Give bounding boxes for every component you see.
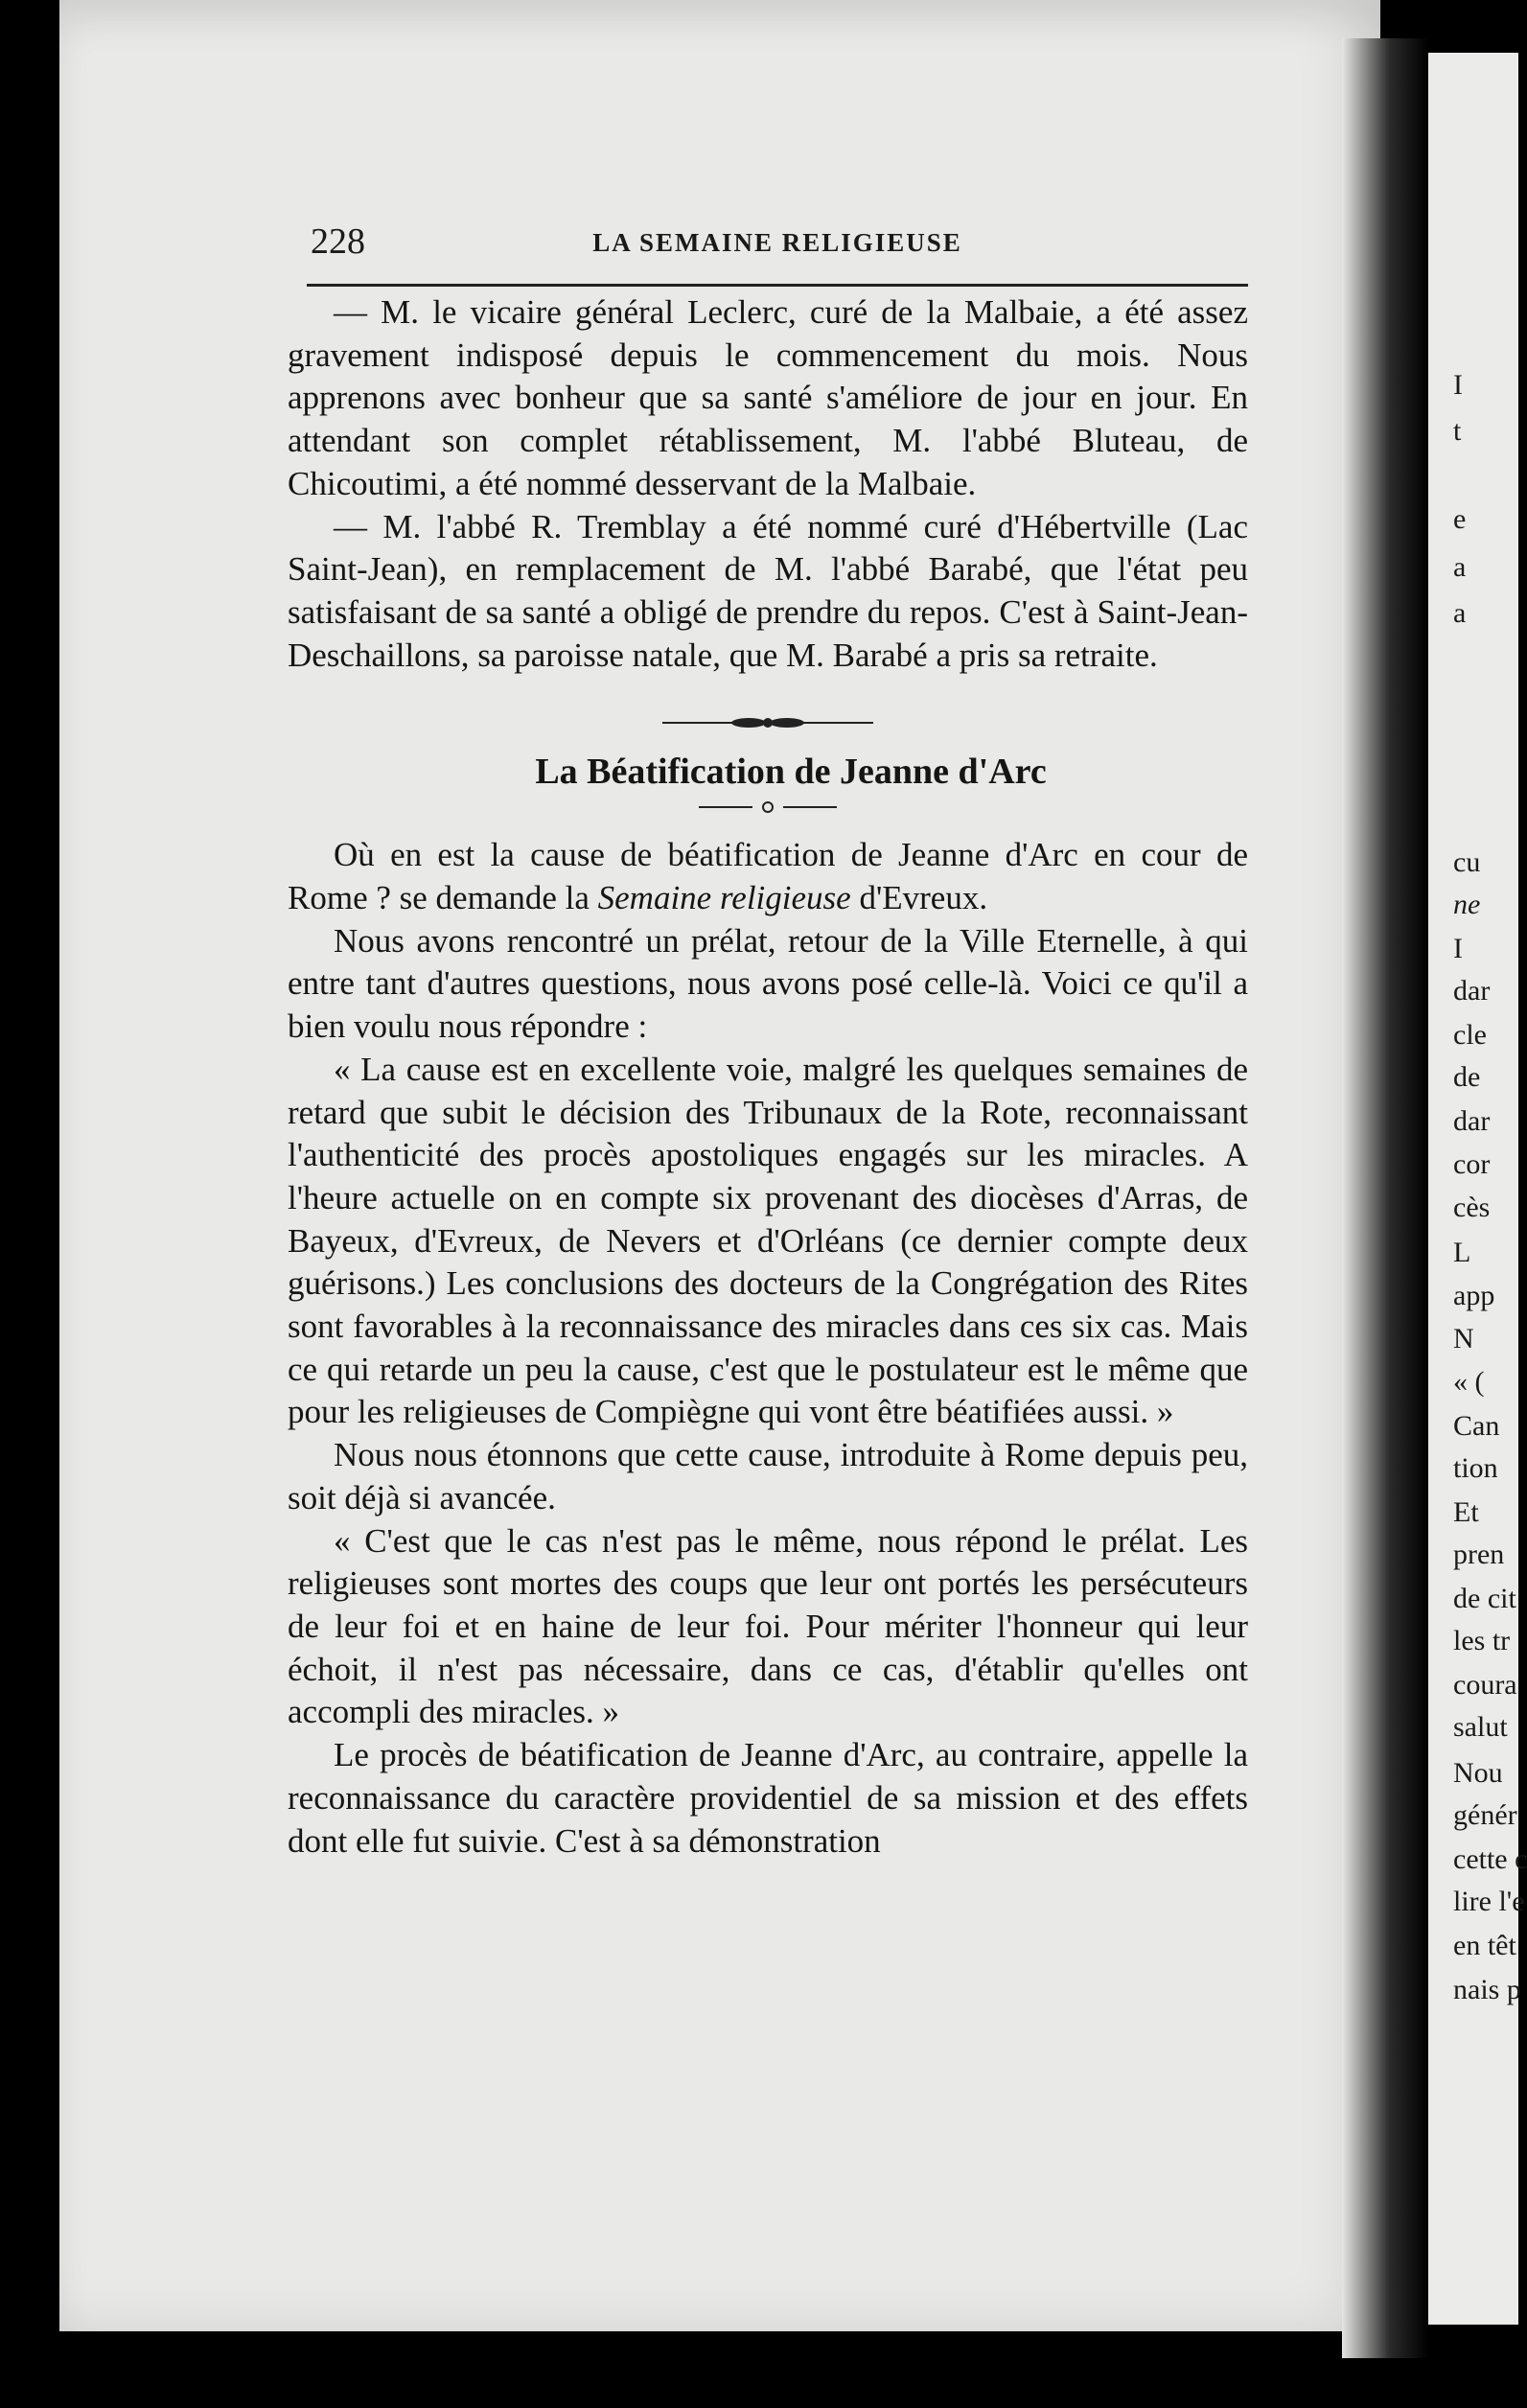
- right-fragment: cette c: [1453, 1843, 1527, 1875]
- page-header: [307, 217, 1248, 287]
- right-fragment: cès: [1453, 1192, 1491, 1223]
- rule-line: [699, 806, 752, 808]
- right-fragment: en têt: [1453, 1930, 1516, 1961]
- right-fragment: pren: [1453, 1539, 1505, 1570]
- article-paragraph: Le procès de béatification de Jeanne d'Arc, au contraire, appelle la reconnaissance du caractère providentiel de sa mission et des effets dont elle fut suivie. C'est à sa démonstration: [288, 1736, 1248, 1860]
- right-fragment: coura: [1453, 1669, 1517, 1701]
- news-paragraph: — M. le vicaire général Leclerc, curé de la Malbaie, a été assez gravement indisposé depuis le commencement du mois. Nous apprenons avec bonheur que sa santé s'améliore de jour en jour. En attendant son complet rétablissement, M. l'abbé Bluteau, de Chicoutimi, a été nommé desservant de la Malbaie.: [288, 293, 1248, 502]
- right-fragment: dar: [1453, 975, 1491, 1007]
- ornament-divider-icon: [662, 704, 873, 742]
- right-fragment: N: [1453, 1323, 1474, 1354]
- book-gutter: [1342, 38, 1428, 2358]
- rule-line: [783, 806, 837, 808]
- right-fragment: Et: [1453, 1496, 1479, 1528]
- article-text: Où en est la cause de béatification de Jeanne d'Arc en cour de Rome ? se demande la: [288, 836, 1248, 917]
- right-fragment: app: [1453, 1280, 1495, 1311]
- page-number: 228: [311, 221, 365, 262]
- right-fragment: a: [1453, 551, 1467, 583]
- right-fragment: a: [1453, 597, 1467, 629]
- right-fragment: dar: [1453, 1105, 1491, 1137]
- right-fragment: e: [1453, 503, 1467, 535]
- article-paragraph: « C'est que le cas n'est pas le même, nous répond le prélat. Les religieuses sont mortes des coups que leur ont portés les persécuteurs de leur foi et en haine de leur foi. Pour mériter l'honneur qui leur échoit, il n'est pas nécessaire, dans ce cas, d'établir qu'elles ont accompli des miracles. »: [288, 1521, 1248, 1731]
- publication-name: Semaine religieuse: [597, 879, 851, 917]
- right-fragment: Nou: [1453, 1757, 1503, 1789]
- right-fragment: lire l'e: [1453, 1886, 1525, 1917]
- right-fragment: cor: [1453, 1148, 1491, 1180]
- running-head: LA SEMAINE RELIGIEUSE: [592, 228, 962, 257]
- article-title: La Béatification de Jeanne d'Arc: [535, 752, 1047, 793]
- right-page-text-fragments: [1428, 53, 1527, 2325]
- right-fragment: « (: [1453, 1366, 1485, 1398]
- title-rule: [288, 801, 1248, 813]
- article-text: d'Evreux.: [850, 879, 988, 917]
- right-fragment: salut: [1453, 1711, 1508, 1743]
- right-fragment: cu: [1453, 846, 1481, 878]
- article-paragraph: Nous avons rencontré un prélat, retour de la Ville Eternelle, à qui entre tant d'autres questions, nous avons posé celle-là. Voici ce qu'il a bien voulu nous répondre :: [288, 921, 1248, 1046]
- right-fragment: génér: [1453, 1799, 1517, 1831]
- right-fragment: de cit: [1453, 1583, 1516, 1614]
- right-fragment: de: [1453, 1061, 1481, 1093]
- right-fragment: I: [1453, 933, 1463, 964]
- circle-ornament-icon: [762, 801, 774, 813]
- article-paragraph: [288, 834, 1248, 919]
- right-fragment: les tr: [1453, 1625, 1511, 1656]
- right-fragment: tion: [1453, 1452, 1498, 1484]
- right-fragment: ne: [1453, 889, 1481, 920]
- right-fragment: t: [1453, 415, 1462, 447]
- right-page-edge: [1428, 53, 1527, 2325]
- right-fragment: I: [1453, 369, 1463, 401]
- right-fragment: L: [1453, 1237, 1471, 1268]
- news-paragraph: — M. l'abbé R. Tremblay a été nommé curé d'Hébertville (Lac Saint-Jean), en remplacement de M. l'abbé Barabé, que l'état peu satisfaisant de sa santé a obligé de prendre du repos. C'est à Saint-Jean-Deschaillons, sa paroisse natale, que M. Barabé a pris sa retraite.: [288, 507, 1248, 674]
- page-body: [288, 291, 1248, 1863]
- right-fragment: Can: [1453, 1410, 1500, 1442]
- article-paragraph: « La cause est en excellente voie, malgré les quelques semaines de retard que subit le décision des Tribunaux de la Rote, reconnaissant l'authenticité des procès apostoliques engagés sur les miracles. A l'heure actuelle on en compte six provenant des diocèses d'Arras, de Bayeux, d'Evreux, de Nevers et d'Orléans (ce dernier compte deux guérisons.) Les conclusions des docteurs de la Congrégation des Rites sont favorables à la reconnaissance des miracles dans ces six cas. Mais ce qui retarde un peu la cause, c'est que le postulateur est le même que pour les religieuses de Compiègne qui vont être béatifiées aussi. »: [288, 1050, 1248, 1431]
- right-fragment: nais p: [1453, 1974, 1521, 2005]
- right-fragment: cle: [1453, 1019, 1487, 1051]
- article-paragraph: Nous nous étonnons que cette cause, introduite à Rome depuis peu, soit déjà si avancée.: [288, 1436, 1248, 1517]
